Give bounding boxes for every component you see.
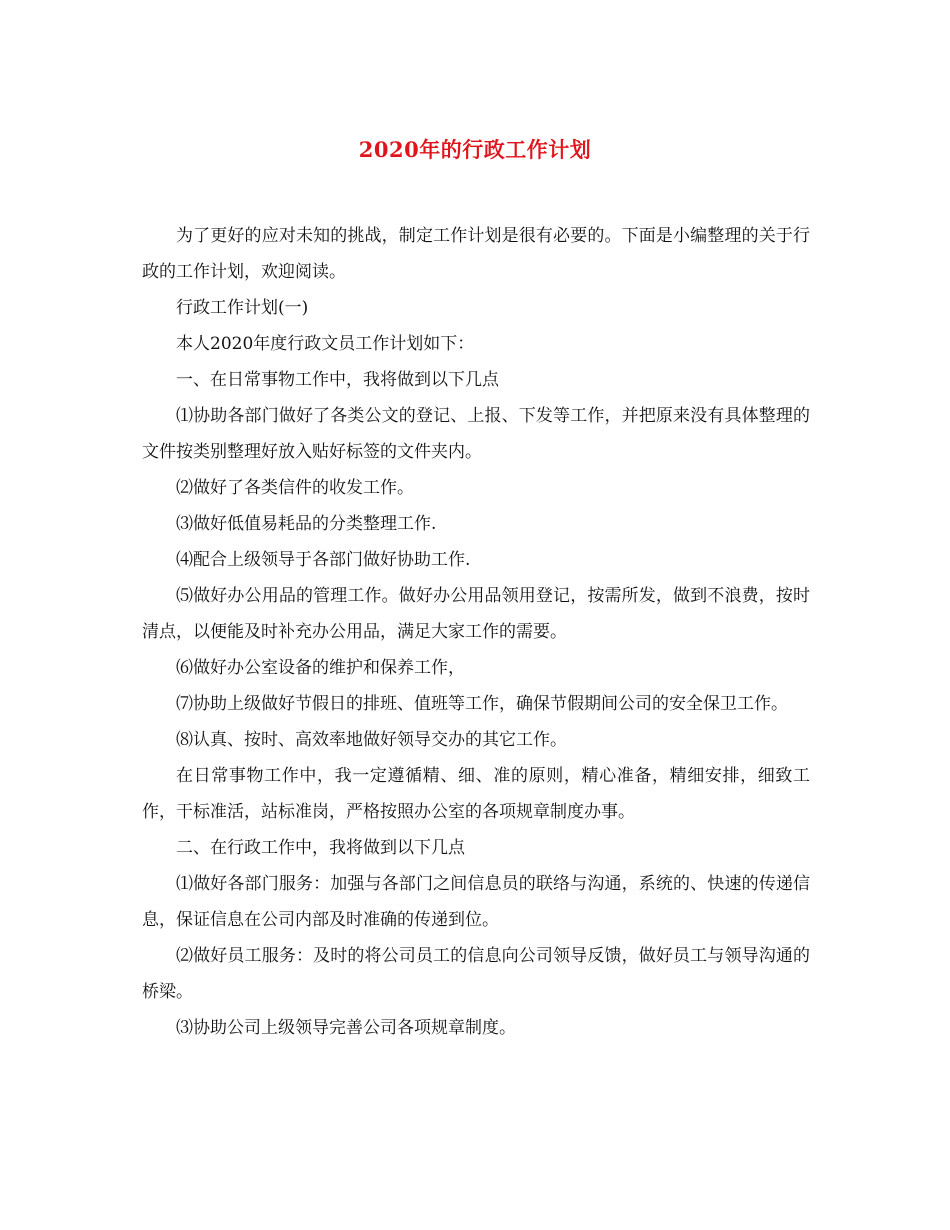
list-item: ⑴做好各部门服务：加强与各部门之间信息员的联络与沟通，系统的、快速的传递信息，保证信息在公司内部及时准确的传递到位。 bbox=[142, 874, 810, 930]
list-item: ⑸做好办公用品的管理工作。做好办公用品领用登记，按需所发，做到不浪费，按时清点，以便能及时补充办公用品，满足大家工作的需要。 bbox=[142, 586, 810, 642]
list-item: ⑶协助公司上级领导完善公司各项规章制度。 bbox=[176, 1018, 516, 1038]
subheading-admin-work: 二、在行政工作中，我将做到以下几点 bbox=[176, 838, 465, 858]
list-item: ⑴协助各部门做好了各类公文的登记、上报、下发等工作，并把原来没有具体整理的文件按类别整理好放入贴好标签的文件夹内。 bbox=[142, 406, 810, 462]
section-heading-plan-one: 行政工作计划(一) bbox=[176, 298, 309, 318]
list-item: ⑻认真、按时、高效率地做好领导交办的其它工作。 bbox=[176, 730, 567, 750]
paragraph-intro: 为了更好的应对未知的挑战，制定工作计划是很有必要的。下面是小编整理的关于行政的工作计划，欢迎阅读。 bbox=[142, 226, 810, 282]
paragraph-plan-statement: 本人2020年度行政文员工作计划如下： bbox=[176, 334, 475, 354]
paragraph-principles: 在日常事物工作中，我一定遵循精、细、准的原则，精心准备，精细安排，细致工作，干标准活，站标准岗，严格按照办公室的各项规章制度办事。 bbox=[142, 766, 810, 822]
document-title: 2020年的行政工作计划 bbox=[358, 137, 592, 162]
list-item: ⑷配合上级领导于各部门做好协助工作. bbox=[176, 550, 471, 570]
list-item: ⑵做好了各类信件的收发工作。 bbox=[176, 478, 414, 498]
document-body bbox=[142, 218, 810, 1046]
list-item: ⑹做好办公室设备的维护和保养工作， bbox=[176, 658, 465, 678]
list-item: ⑺协助上级做好节假日的排班、值班等工作，确保节假期间公司的安全保卫工作。 bbox=[176, 694, 788, 714]
subheading-daily-affairs: 一、在日常事物工作中，我将做到以下几点 bbox=[176, 370, 499, 390]
list-item: ⑵做好员工服务：及时的将公司员工的信息向公司领导反馈，做好员工与领导沟通的桥梁。 bbox=[142, 946, 810, 1002]
list-item: ⑶做好低值易耗品的分类整理工作. bbox=[176, 514, 437, 534]
